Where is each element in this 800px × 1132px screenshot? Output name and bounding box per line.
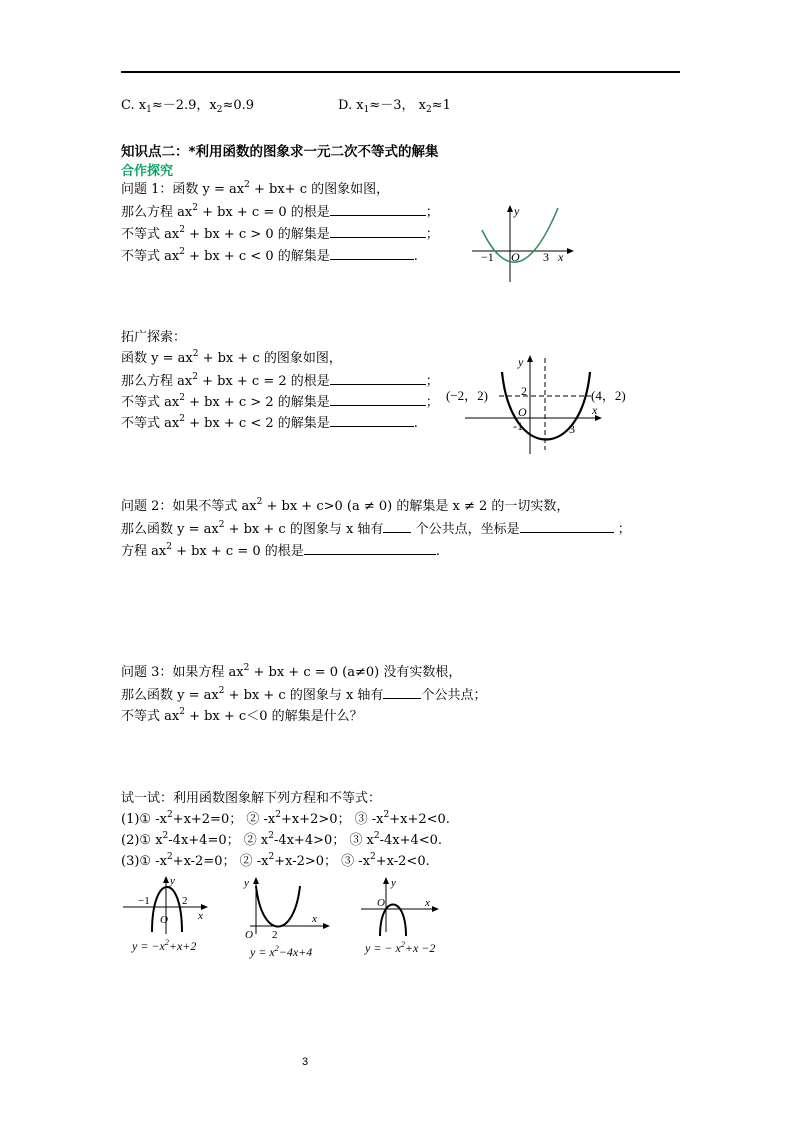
- point-label-left: (−2，2): [446, 388, 488, 403]
- origin-label: O: [511, 250, 520, 264]
- origin-label: O: [518, 405, 527, 419]
- answer-blank[interactable]: [330, 392, 426, 406]
- q1-line4: 不等式 $ax^2$ + bx + c < 0 的解集是 .: [121, 247, 418, 264]
- caption: $y = -x^2+x+2$: [132, 938, 197, 953]
- ext-line0: 拓广探索：: [121, 330, 187, 345]
- x-axis-arrow: [323, 923, 330, 929]
- y-axis-arrow: [527, 355, 533, 362]
- ext-line2: 那么方程 $ax^2$ + bx + c = 2 的根是 ；: [121, 372, 439, 389]
- answer-blank[interactable]: [520, 519, 614, 533]
- q2-line2: 那么函数 $y = ax^2$ + bx + c 的图象与 x 轴有 个公共点，坐标是 ；: [121, 520, 631, 537]
- y-label: y: [391, 877, 396, 889]
- caption: y = − $x^2+x -2$: [365, 940, 436, 955]
- y-axis-arrow: [507, 205, 513, 212]
- tick-label-neg1: −1: [138, 895, 150, 907]
- q1-graph: [470, 200, 580, 284]
- x-label: x: [312, 913, 317, 925]
- try-graph-2: [236, 874, 336, 962]
- answer-blank[interactable]: [330, 202, 426, 216]
- q3-line2: 那么函数 $y = ax^2$ + bx + c 的图象与 x 轴有 个公共点；: [121, 686, 487, 703]
- answer-blank[interactable]: [304, 541, 436, 555]
- tick-label-2: 2: [521, 384, 527, 398]
- y-label: y: [518, 355, 524, 369]
- tick-label-3: 3: [543, 250, 549, 264]
- x-axis-arrow: [567, 248, 574, 254]
- ext-line4: 不等式 $ax^2$ + bx + c < 2 的解集是 .: [121, 414, 418, 431]
- q3-line3: 不等式 $ax^2$ + bx + c＜0 的解集是什么？: [121, 707, 363, 724]
- answer-blank[interactable]: [330, 371, 426, 385]
- origin-label: O: [245, 929, 253, 941]
- try-graph-1: [118, 874, 218, 958]
- y-label: y: [514, 204, 520, 218]
- answer-blank[interactable]: [330, 224, 426, 238]
- answer-blank[interactable]: [330, 413, 414, 427]
- q1-line2: 那么方程 $ax^2$ + bx + c = 0 的根是 ；: [121, 203, 439, 220]
- ext-line1: 函数 $y = ax^2$ + bx + c 的图象如图，: [121, 349, 342, 366]
- q2-line1: 问题 2：如果不等式 $ax^2$ + bx + c>0 (a ≠ 0) 的解集是 x ≠ 2 的一切实数，: [121, 497, 570, 514]
- tick-label-neg1: -1: [513, 419, 523, 433]
- try-row2: (2)① $x^2-4x+4=0$； ② $x^2-4x+4>0$； ③ $x^2-4x+4<0$.: [121, 831, 443, 848]
- tick-label-3: 3: [569, 422, 575, 436]
- answer-blank[interactable]: [330, 246, 414, 260]
- caption: $y = x^2-4x+4$: [250, 944, 313, 959]
- y-axis-arrow: [253, 877, 259, 884]
- tick-label-2: 2: [272, 929, 278, 941]
- q1-line3: 不等式 $ax^2$ + bx + c > 0 的解集是 ；: [121, 225, 439, 242]
- q3-line1: 问题 3：如果方程 $ax^2$ + bx + c = 0 (a≠0) 没有实数根，: [121, 663, 462, 680]
- origin-label: O: [377, 897, 385, 909]
- ext-line3: 不等式 $ax^2$ + bx + c > 2 的解集是 ；: [121, 393, 439, 410]
- answer-blank[interactable]: [383, 685, 421, 699]
- tick-label-neg1: −1: [481, 250, 494, 264]
- x-label: x: [592, 403, 598, 417]
- option-d: D. $x_1\approx-3$， $x_2\approx 1$: [338, 98, 451, 115]
- section-title: 知识点二：*利用函数的图象求一元二次不等式的解集: [121, 144, 439, 160]
- x-label: x: [198, 910, 203, 922]
- point-label-right: (4，2): [591, 388, 626, 403]
- parabola: [256, 886, 300, 927]
- y-axis-arrow: [163, 876, 169, 883]
- x-axis-arrow: [432, 906, 439, 912]
- answer-blank[interactable]: [383, 519, 411, 533]
- option-c: C. $x_1\approx-2.9$，$x_2\approx 0.9$: [121, 98, 255, 115]
- q1-line1: 问题 1：函数 $y = ax^2 + bx+ c$ 的图象如图，: [121, 180, 390, 197]
- origin-label: O: [160, 914, 168, 926]
- q2-line3: 方程 $ax^2$ + bx + c = 0 的根是 .: [121, 542, 440, 559]
- page-number: 3: [302, 1056, 309, 1068]
- y-axis-arrow: [383, 877, 389, 884]
- y-label: y: [244, 877, 249, 889]
- try-row1: (1)① $-x^2+x+2=0$； ② $-x^2+x+2>0$； ③ $-x^2+x+2<0$.: [121, 810, 450, 827]
- try-graph-3: [355, 874, 455, 958]
- x-label: x: [558, 250, 564, 264]
- section-subtitle: 合作探究: [121, 164, 174, 179]
- try-intro: 试一试：利用函数图象解下列方程和不等式：: [121, 791, 382, 806]
- try-row3: (3)① $-x^2+x-2=0$； ② $-x^2+x-2>0$； ③ $-x^2+x-2<0$.: [121, 852, 430, 869]
- ext-graph: [445, 350, 645, 456]
- header-rule: [121, 71, 680, 73]
- tick-label-2: 2: [182, 895, 188, 907]
- x-label: x: [425, 897, 430, 909]
- y-label: y: [170, 875, 175, 887]
